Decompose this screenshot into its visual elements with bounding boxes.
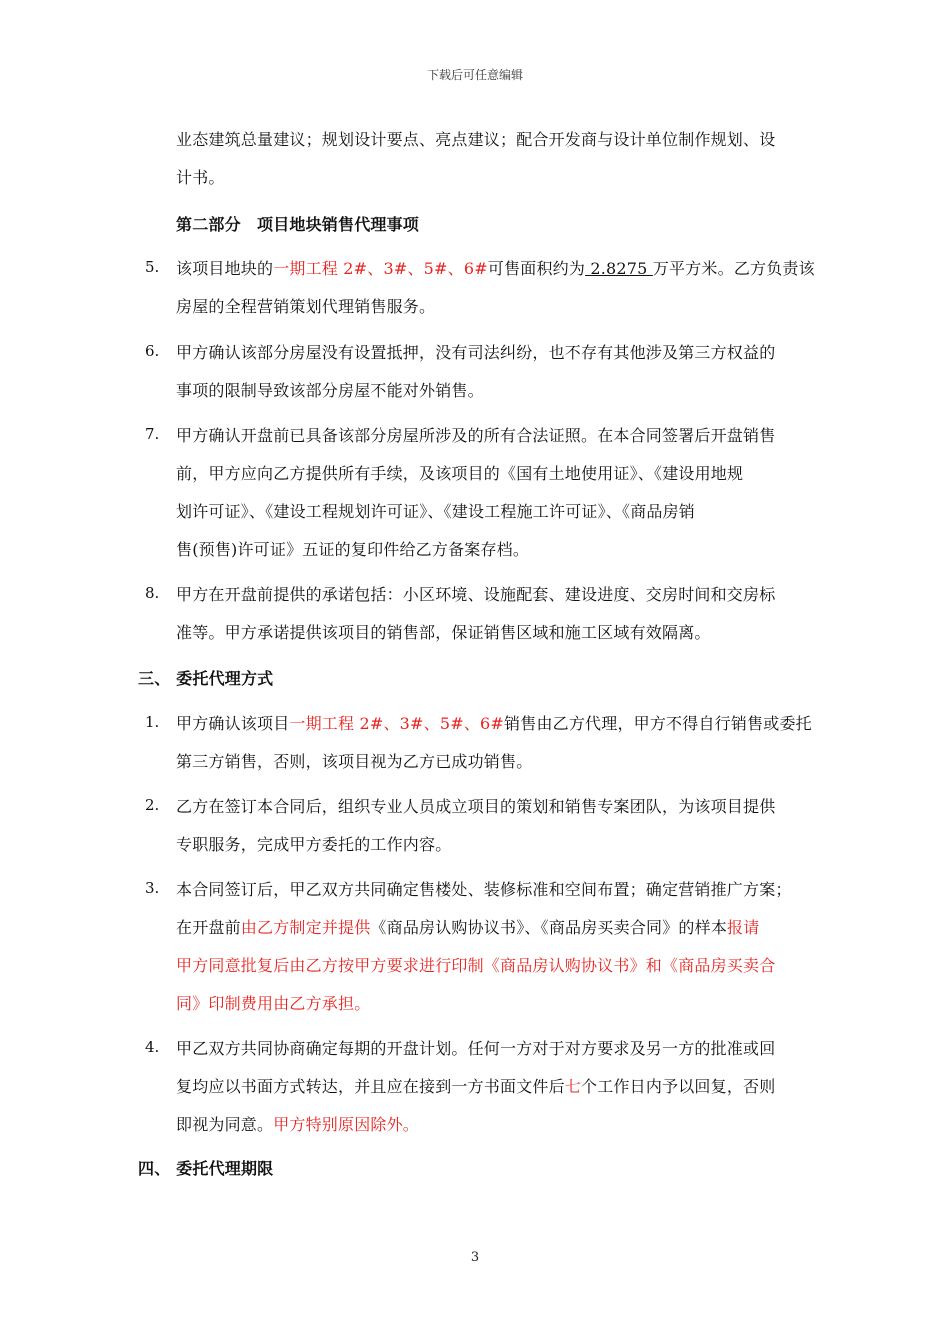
s3-3-line-1: 本合同签订后，甲乙双方共同确定售楼处、装修标准和空间布置；确定营销推广方案；	[176, 880, 792, 899]
intro-line-1: 业态建筑总量建议；规划设计要点、亮点建议；配合开发商与设计单位制作规划、设	[176, 130, 776, 149]
item5-text-c: 万平方米。乙方负责该	[652, 259, 815, 278]
item7-line-3: 划许可证》、《建设工程规划许可证》、《建设工程施工许可证》、《商品房销	[176, 502, 696, 521]
item6-line-1: 甲方确认该部分房屋没有设置抵押，没有司法纠纷，也不存有其他涉及第三方权益的	[176, 343, 776, 362]
s3-4-red-seven: 七	[564, 1077, 582, 1096]
s3-2-line-2: 专职服务，完成甲方委托的工作内容。	[176, 835, 452, 854]
s3-2-line-1: 乙方在签订本合同后，组织专业人员成立项目的策划和销售专案团队，为该项目提供	[176, 797, 776, 816]
s3-4-line-2	[176, 1074, 775, 1097]
section4-title: 四、 委托代理期限	[138, 1159, 274, 1178]
s3-4-line-3	[176, 1112, 419, 1135]
item8-line-2: 准等。甲方承诺提供该项目的销售部，保证销售区域和施工区域有效隔离。	[176, 623, 711, 642]
item6-line-2: 事项的限制导致该部分房屋不能对外销售。	[176, 381, 484, 400]
s3-1-line-1	[176, 711, 812, 734]
page-number: 3	[470, 1250, 480, 1265]
s3-3-text-b: 《商品房认购协议书》、《商品房买卖合同》的样本	[370, 918, 728, 937]
item8-line-1: 甲方在开盘前提供的承诺包括：小区环境、设施配套、建设进度、交房时间和交房标	[176, 585, 776, 604]
item5-area: 2.8275	[585, 259, 653, 278]
item7-number: 7.	[145, 425, 160, 443]
section3-title: 三、 委托代理方式	[138, 669, 274, 688]
item7-line-2: 前，甲方应向乙方提供所有手续，及该项目的《国有土地使用证》、《建设用地规	[176, 464, 744, 483]
s3-1-line-2: 第三方销售，否则，该项目视为乙方已成功销售。	[176, 752, 533, 771]
s3-4-line-1: 甲乙双方共同协商确定每期的开盘计划。任何一方对于对方要求及另一方的批准或回	[176, 1039, 776, 1058]
item5-line-2: 房屋的全程营销策划代理销售服务。	[176, 297, 436, 316]
item7-line-4: 售(预售)许可证》五证的复印件给乙方备案存档。	[176, 540, 530, 559]
s3-4-text-a: 复均应以书面方式转达，并且应在接到一方书面文件后	[176, 1077, 565, 1096]
s3-3-number: 3.	[145, 879, 160, 897]
page-header: 下载后可任意编辑	[426, 68, 523, 82]
s3-1-red: 一期工程 2#、3#、5#、6#	[289, 714, 505, 733]
s3-3-red-b: 报请	[727, 918, 760, 937]
s3-4-red-exception: 甲方特别原因除外。	[273, 1115, 420, 1134]
s3-1-text-b: 销售由乙方代理，甲方不得自行销售或委托	[504, 714, 812, 733]
s3-4-text-c: 即视为同意。	[176, 1115, 274, 1134]
s3-1-number: 1.	[145, 713, 160, 731]
s3-3-line-3: 甲方同意批复后由乙方按甲方要求进行印制《商品房认购协议书》和《商品房买卖合	[176, 956, 776, 975]
s3-1-text-a: 甲方确认该项目	[176, 714, 290, 733]
item5-number: 5.	[145, 258, 160, 276]
item6-number: 6.	[145, 342, 160, 360]
item5-text-a: 该项目地块的	[176, 259, 274, 278]
item7-line-1: 甲方确认开盘前已具备该部分房屋所涉及的所有合法证照。在本合同签署后开盘销售	[176, 426, 776, 445]
item5-text-b: 可售面积约为	[487, 259, 586, 278]
s3-3-line-2	[176, 915, 759, 938]
item5-line-1	[176, 256, 815, 279]
part2-title: 第二部分 项目地块销售代理事项	[176, 215, 420, 234]
s3-3-text-a: 在开盘前	[176, 918, 241, 937]
s3-4-number: 4.	[145, 1038, 160, 1056]
s3-2-number: 2.	[145, 796, 160, 814]
item5-red: 一期工程 2#、3#、5#、6#	[273, 259, 488, 278]
s3-3-line-4: 同》印制费用由乙方承担。	[176, 994, 371, 1013]
s3-4-text-b: 个工作日内予以回复，否则	[581, 1077, 776, 1096]
s3-3-red-a: 由乙方制定并提供	[240, 918, 371, 937]
item8-number: 8.	[145, 584, 160, 602]
intro-line-2: 计书。	[176, 168, 225, 187]
